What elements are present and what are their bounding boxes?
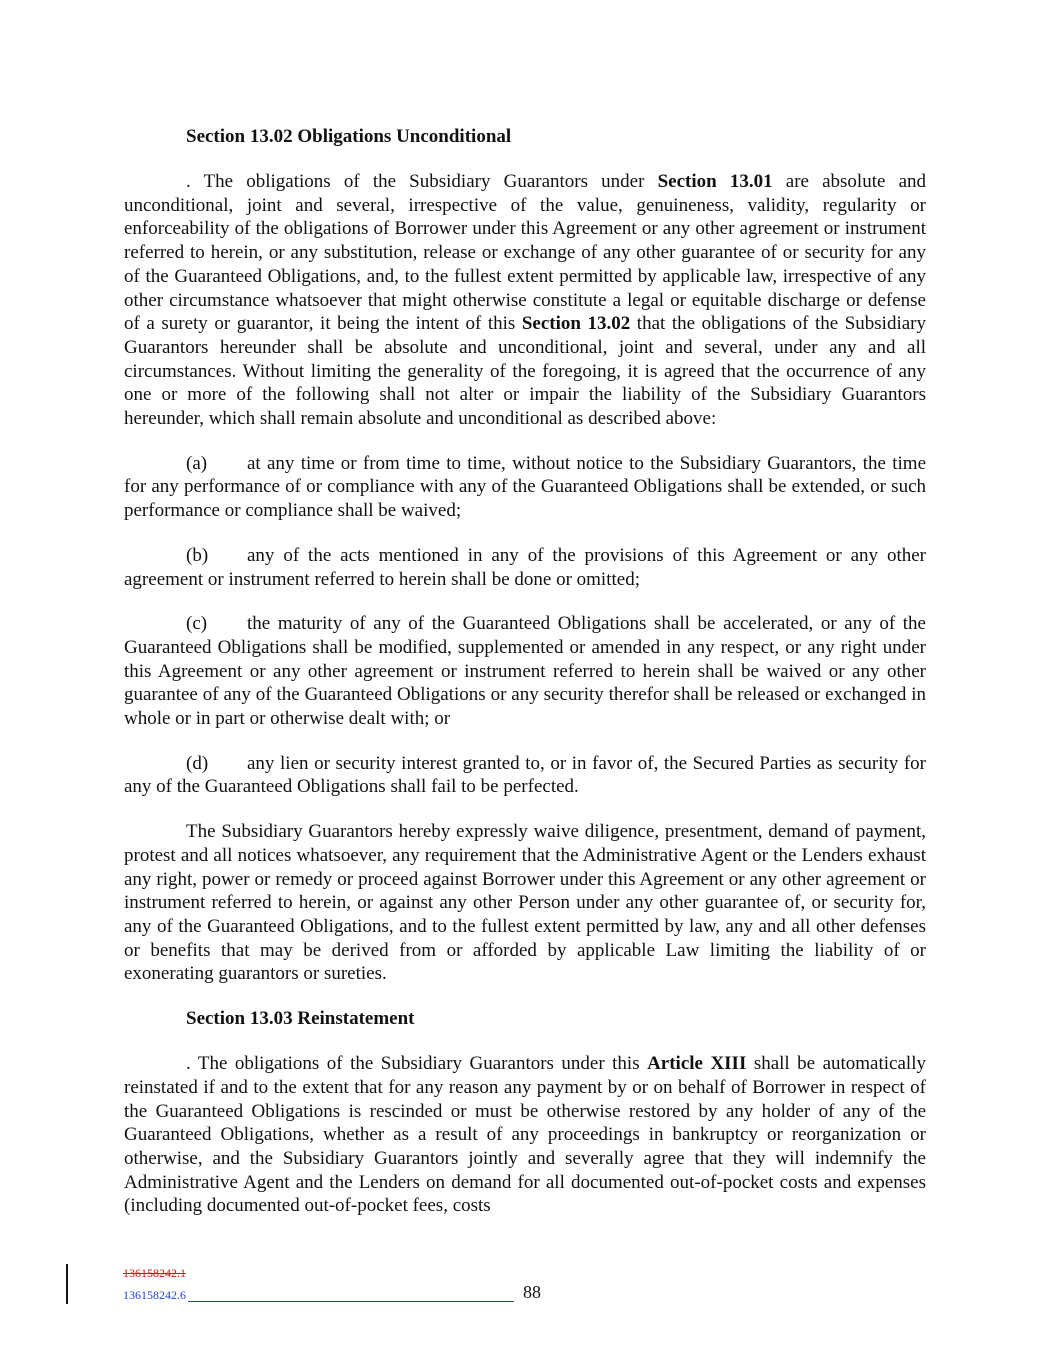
section-reference: Section 13.02 [521, 313, 631, 335]
page-footer [123, 1266, 553, 1302]
doc-id-inserted: 136158242.6 [123, 1288, 553, 1302]
list-item: (b) any of the acts mentioned in any of the provisions of this Agreement or any other agreement or instrument referred to herein shall be done or omitted; [124, 544, 926, 590]
change-bar [66, 1264, 68, 1304]
page-number: 88 [523, 1282, 541, 1302]
section-reference: Section 13.01 [657, 171, 773, 192]
list-item: (d) any lien or security interest granted to, or in favor of, the Secured Parties as security for any of the Guaranteed Obligations shall fail to be perfected. [124, 752, 926, 798]
list-item: (c) the maturity of any of the Guaranteed Obligations shall be accelerated, or any of the Guaranteed Obligations shall be modified, supplemented or amended in any respect, or any right under this Agreement or any other agreement or instrument referred to herein shall be waived or any other guarantee of any of the Guaranteed Obligations or any security therefor shall be released or exchanged in whole or in part or otherwise dealt with; or [124, 613, 926, 730]
waiver-paragraph: The Subsidiary Guarantors hereby expressly waive diligence, presentment, demand of payment, protest and all notices whatsoever, any requirement that the Administrative Agent or the Lenders exhaust any right, power or remedy or proceed against Borrower under this Agreement or any other agreement or instrument referred to herein, or against any other Person under any other guarantee of, or security for, any of the Guaranteed Obligations, and to the fullest extent permitted by law, any and all other defenses or benefits that may be derived from or afforded by applicable Law limiting the liability of or exonerating guarantors or sureties. [124, 821, 926, 985]
document-page [124, 125, 926, 1239]
list-item: (a) at any time or from time to time, without notice to the Subsidiary Guarantors, the time for any performance of or compliance with any of the Guaranteed Obligations shall be extended, or such performance or compliance shall be waived; [124, 452, 926, 522]
section-13-02-intro: . The obligations of the Subsidiary Guarantors under Section 13.01 are absolute and unconditional, joint and several, irrespective of the value, genuineness, validity, regularity or enforceability of the obligations of Borrower under this Agreement or any other agreement or instrument referred to herein, or any substitution, release or exchange of any other guarantee of or security for any of the Guaranteed Obligations, and, to the fullest extent permitted by applicable law, irrespective of any other circumstance whatsoever that might otherwise constitute a legal or equitable discharge or defense of a surety or guarantor, it being the intent of this Section 13.02 that the obligations of the Subsidiary Guarantors hereunder shall be absolute and unconditional, joint and several, under any and all circumstances. Without limiting the generality of the foregoing, it is agreed that the occurrence of any one or more of the following shall not alter or impair the liability of the Subsidiary Guarantors hereunder, which shall remain absolute and unconditional as described above: [124, 171, 927, 430]
section-13-03-text: . The obligations of the Subsidiary Guarantors under this Article XIII shall be automatically reinstated if and to the extent that for any reason any payment by or on behalf of Borrower in respect of the Guaranteed Obligations is rescinded or must be otherwise restored by any holder of any of the Guaranteed Obligations, whether as a result of any proceedings in bankruptcy or reorganization or otherwise, and the Subsidiary Guarantors jointly and severally agree that they will indemnify the Administrative Agent and the Lenders on demand for all documented out-of-pocket costs and expenses (including documented out-of-pocket fees, costs [124, 1053, 926, 1217]
section-heading-13-03: Section 13.03 Reinstatement [186, 1008, 415, 1030]
article-reference: Article XIII [647, 1053, 747, 1075]
section-heading-13-02: Section 13.02 Obligations Unconditional [186, 126, 512, 147]
doc-id-deleted: 136158242.1 [123, 1266, 186, 1280]
footer-rule [188, 1300, 514, 1302]
